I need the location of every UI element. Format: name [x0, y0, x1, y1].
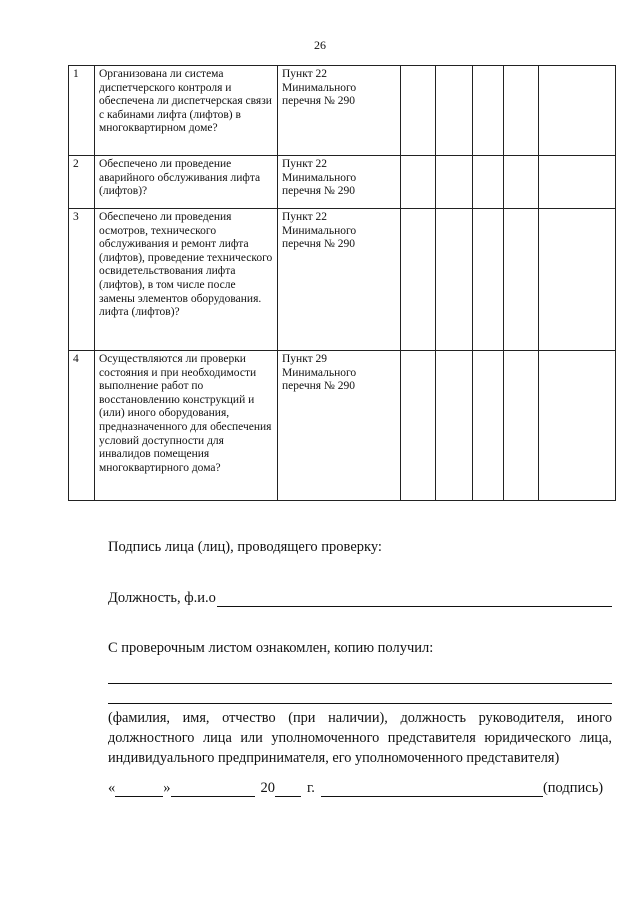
- answer-no-cell[interactable]: [436, 156, 473, 209]
- notes-cell[interactable]: [539, 351, 616, 501]
- row-question: Обеспечено ли проведение аварийного обслуживания лифта (лифтов)?: [95, 156, 278, 209]
- year-suffix: г.: [307, 780, 315, 796]
- answer-yes-cell[interactable]: [401, 209, 436, 351]
- inspector-signature-label: Подпись лица (лиц), проводящего проверку:: [108, 539, 382, 555]
- recipient-explanation: (фамилия, имя, отчество (при наличии), должность руководителя, иного должностного лица или уполномоченного представителя юридического лица, индивидуального предпринимателя, его уполномоченного представителя): [108, 710, 612, 766]
- position-label: Должность, ф.и.о: [108, 590, 216, 606]
- answer-extra-cell[interactable]: [504, 156, 539, 209]
- answer-no-cell[interactable]: [436, 351, 473, 501]
- table-row: [69, 66, 616, 156]
- position-name-line: [108, 590, 612, 607]
- row-question: Организована ли система диспетчерского контроля и обеспечена ли диспетчерская связи с кабинами лифта (лифтов) в многоквартирном доме?: [95, 66, 278, 156]
- row-reference: Пункт 22 Минимального перечня № 290: [278, 66, 401, 156]
- notes-cell[interactable]: [539, 66, 616, 156]
- notes-cell[interactable]: [539, 156, 616, 209]
- date-signature-row: [108, 780, 612, 797]
- recipient-field-line-2[interactable]: [108, 703, 612, 704]
- row-number: 2: [69, 156, 95, 209]
- year-prefix: 20: [260, 780, 275, 796]
- signature-field[interactable]: [321, 783, 543, 797]
- date-close-quote: »: [163, 780, 171, 796]
- answer-no-cell[interactable]: [436, 66, 473, 156]
- row-number: 1: [69, 66, 95, 156]
- answer-extra-cell[interactable]: [504, 209, 539, 351]
- month-field[interactable]: [171, 783, 255, 797]
- checklist-table: [68, 65, 616, 501]
- row-question: Осуществляются ли проверки состояния и при необходимости выполнение работ по восстановлению конструкций и (или) иного оборудования, предназначенного для обеспечения условий доступности для инвалидов помещения многоквартирного дома?: [95, 351, 278, 501]
- position-name-field[interactable]: [217, 592, 612, 607]
- answer-na-cell[interactable]: [473, 209, 504, 351]
- recipient-field-line-1[interactable]: [108, 683, 612, 684]
- table-row: [69, 209, 616, 351]
- row-reference: Пункт 29 Минимального перечня № 290: [278, 351, 401, 501]
- date-open-quote: «: [108, 780, 116, 796]
- row-question: Обеспечено ли проведения осмотров, технического обслуживания и ремонт лифта (лифтов), проведение технического освидетельствования лифта (лифтов), в том числе после замены элементов оборудования. лифта (лифтов)?: [95, 209, 278, 351]
- notes-cell[interactable]: [539, 209, 616, 351]
- signature-caption: (подпись): [542, 780, 604, 796]
- table-row: [69, 351, 616, 501]
- answer-no-cell[interactable]: [436, 209, 473, 351]
- answer-na-cell[interactable]: [473, 66, 504, 156]
- answer-yes-cell[interactable]: [401, 66, 436, 156]
- answer-yes-cell[interactable]: [401, 156, 436, 209]
- year-field[interactable]: [275, 783, 301, 797]
- row-reference: Пункт 22 Минимального перечня № 290: [278, 156, 401, 209]
- row-number: 3: [69, 209, 95, 351]
- row-reference: Пункт 22 Минимального перечня № 290: [278, 209, 401, 351]
- answer-yes-cell[interactable]: [401, 351, 436, 501]
- acknowledged-label: С проверочным листом ознакомлен, копию получил:: [108, 640, 434, 656]
- day-field[interactable]: [115, 783, 163, 797]
- answer-extra-cell[interactable]: [504, 351, 539, 501]
- answer-na-cell[interactable]: [473, 351, 504, 501]
- row-number: 4: [69, 351, 95, 501]
- page-number: 26: [314, 38, 326, 52]
- answer-na-cell[interactable]: [473, 156, 504, 209]
- table-row: [69, 156, 616, 209]
- answer-extra-cell[interactable]: [504, 66, 539, 156]
